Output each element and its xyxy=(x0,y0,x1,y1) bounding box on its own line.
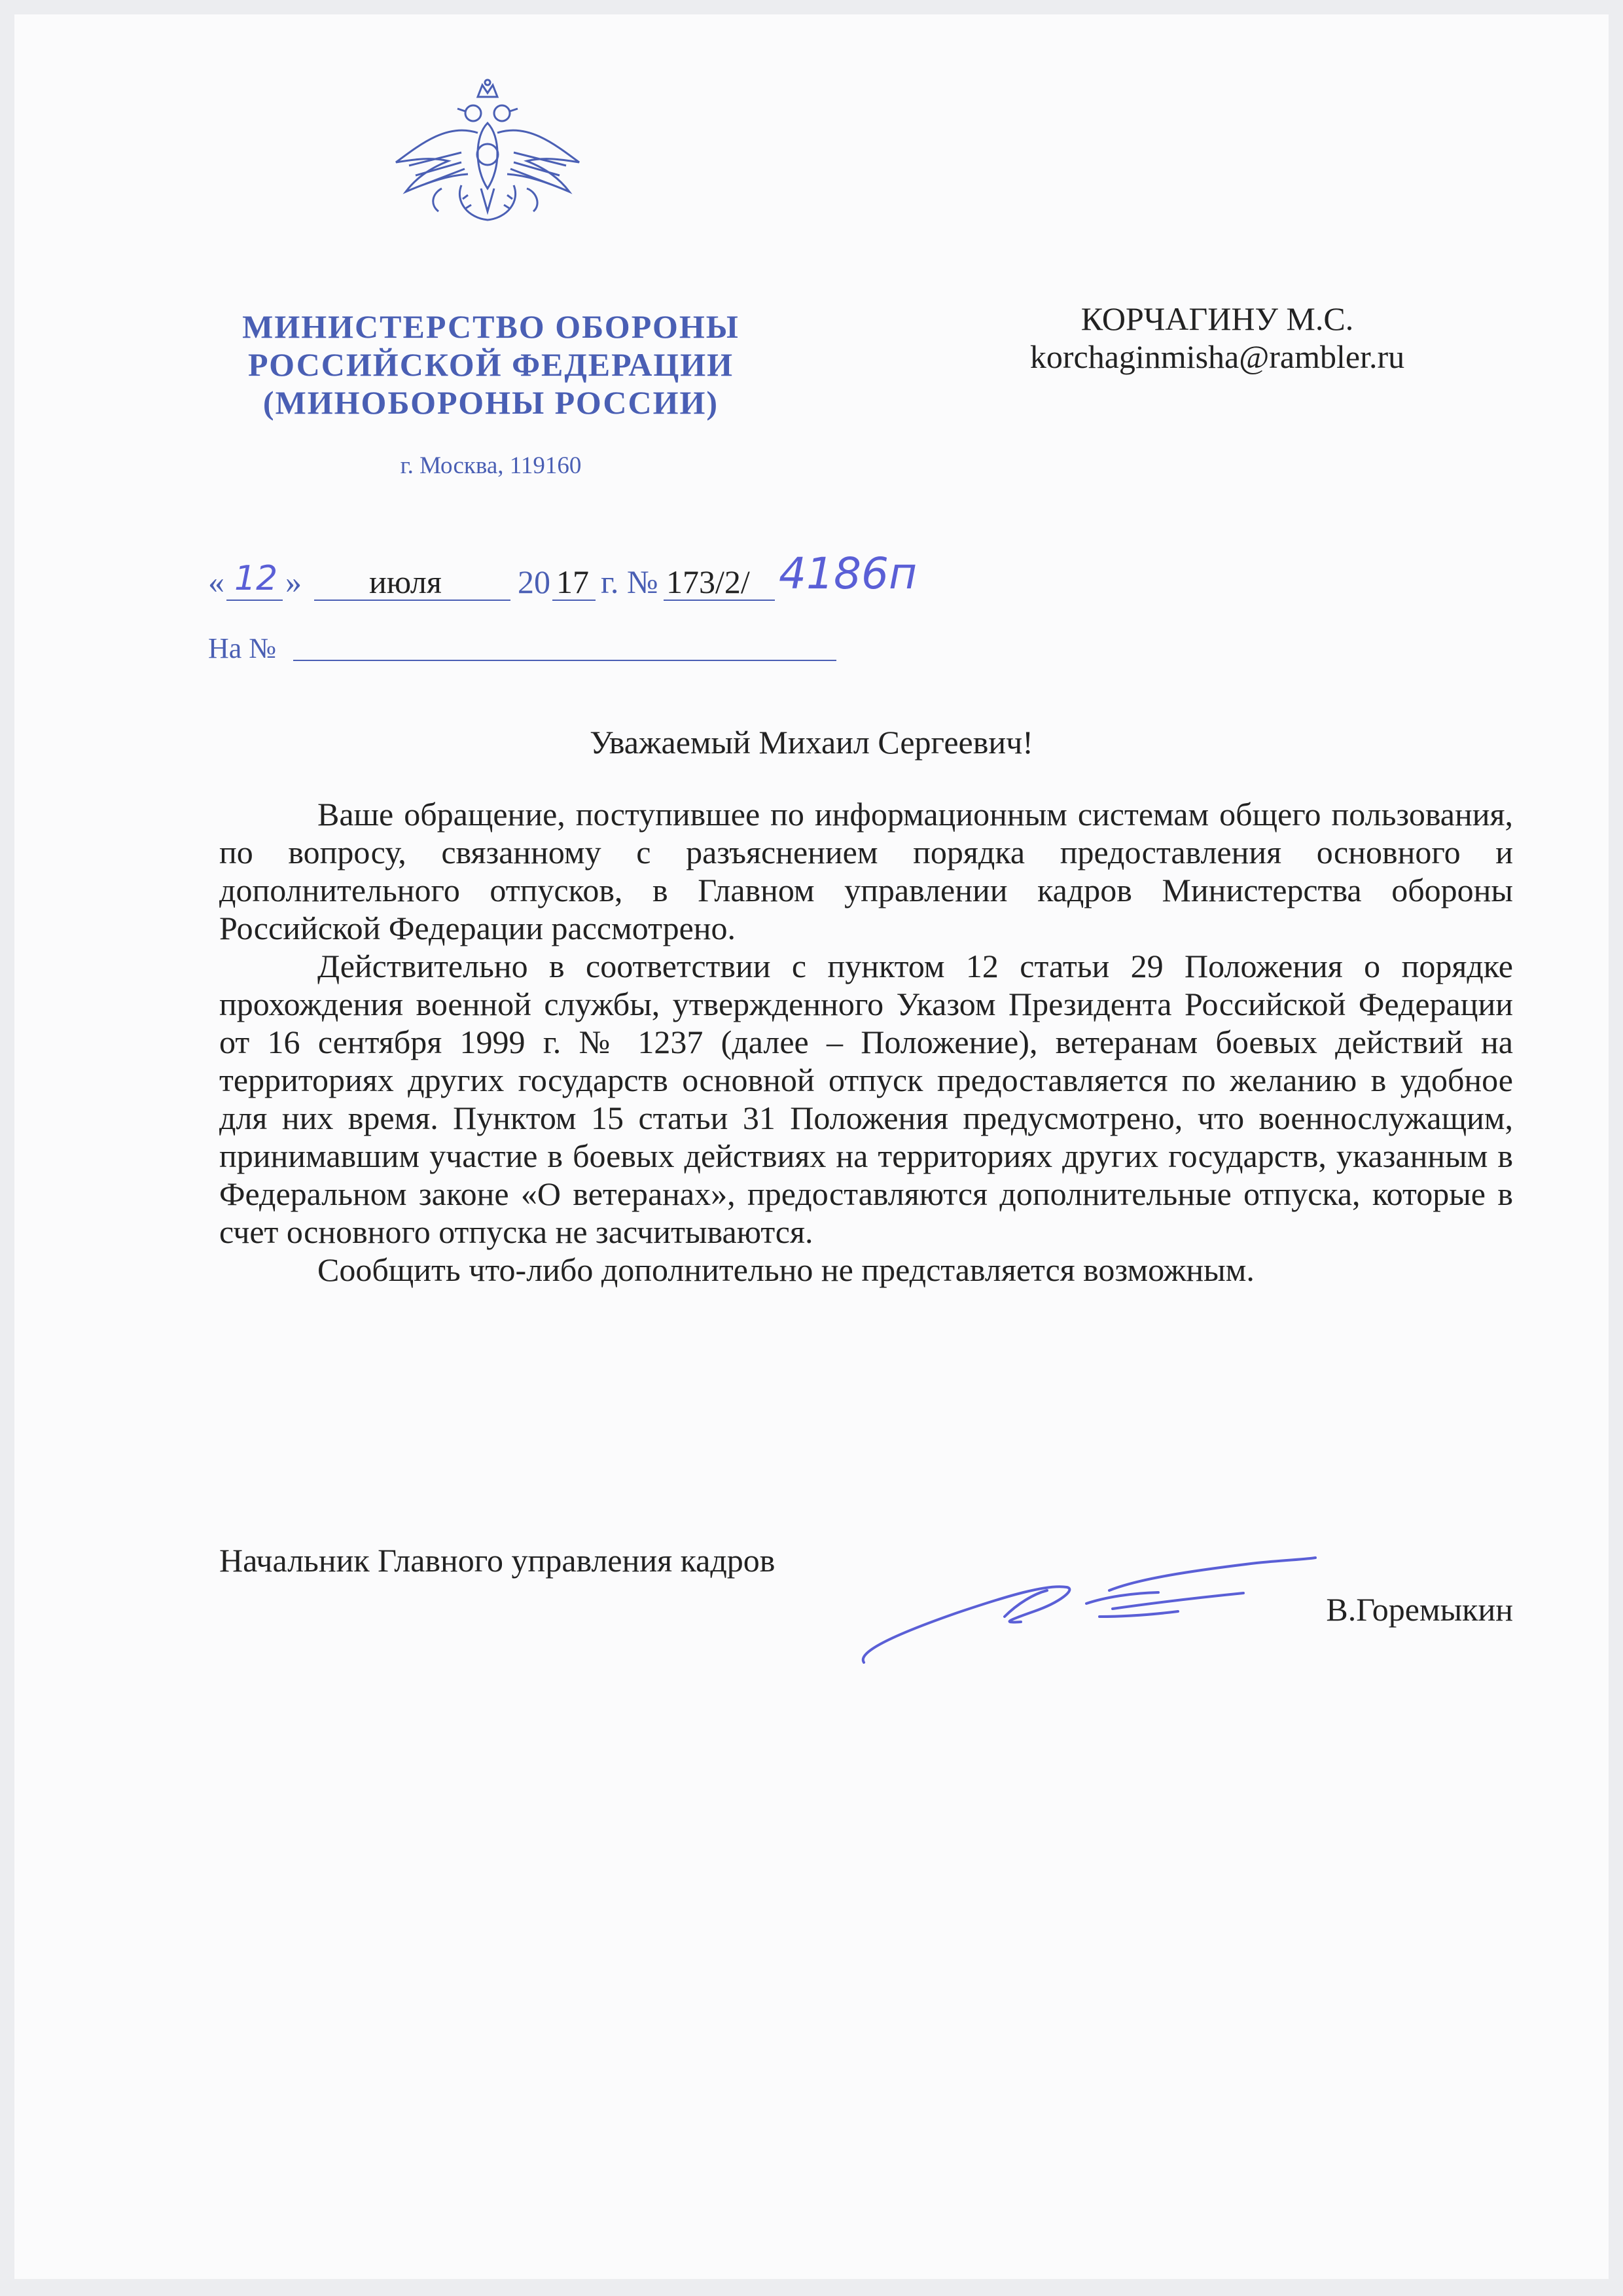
reference-line xyxy=(208,548,961,609)
signatory-name: В.Горемыкин xyxy=(1326,1591,1513,1628)
signatory-title: Начальник Главного управления кадров xyxy=(219,1542,776,1579)
organization-name xyxy=(196,308,785,422)
year-label: г. № xyxy=(601,564,658,600)
addressee-email: korchaginmisha@rambler.ru xyxy=(1029,338,1405,375)
open-quote: « xyxy=(208,564,224,600)
number-underline xyxy=(664,600,775,601)
org-line: (МИНОБОРОНЫ РОССИИ) xyxy=(262,384,719,421)
date-month: июля xyxy=(369,564,442,600)
close-quote: » xyxy=(285,564,302,600)
double-headed-eagle-emblem-icon xyxy=(370,77,605,241)
city-address: г. Москва, 119160 xyxy=(400,452,582,479)
year-prefix: 20 xyxy=(518,564,550,600)
addressee-name: КОРЧАГИНУ М.С. xyxy=(1080,300,1354,337)
year-underline xyxy=(552,600,596,601)
reply-to-label: На № xyxy=(208,632,277,664)
letter-body xyxy=(219,795,1513,1289)
body-paragraph: Сообщить что-либо дополнительно не представляется возможным. xyxy=(317,1251,1255,1288)
addressee-block xyxy=(913,300,1522,376)
date-day: 12 xyxy=(234,559,278,598)
body-paragraph: Действительно в соответствии с пунктом 12 статьи 29 Положения о порядке прохождения военной службы, утвержденного Указом Президента Российской Федерации от 16 сентября 1999 г. № 1237 (далее – Положение), ветеранам боевых действий на территориях других государств основной отпуск предоставляется по желанию в удобное для них время. Пунктом 15 статьи 31 Положения предусмотрено, что военнослужащим, принимавшим участие в боевых действиях на территориях других государств, указанным в Федеральном законе «О ветеранах», предоставляются дополнительные отпуска, которые в счет основного отпуска не засчитываются. xyxy=(219,948,1513,1250)
org-line: РОССИЙСКОЙ ФЕДЕРАЦИИ xyxy=(247,346,734,383)
month-underline xyxy=(314,600,510,601)
document-number: 173/2/ xyxy=(666,564,750,600)
salutation: Уважаемый Михаил Сергеевич! xyxy=(590,724,1033,761)
body-paragraph: Ваше обращение, поступившее по информационным системам общего пользования, по вопросу, связанному с разъяснением порядка предоставления основного и дополнительного отпусков, в Главном управлении кадров Министерства обороны Российской Федерации рассмотрено. xyxy=(219,796,1513,946)
org-line: МИНИСТЕРСТВО ОБОРОНЫ xyxy=(242,308,740,345)
year-suffix: 17 xyxy=(556,564,589,600)
handwritten-number: 4186п xyxy=(779,548,918,599)
reply-to-underline xyxy=(293,660,836,661)
day-underline xyxy=(226,600,283,601)
